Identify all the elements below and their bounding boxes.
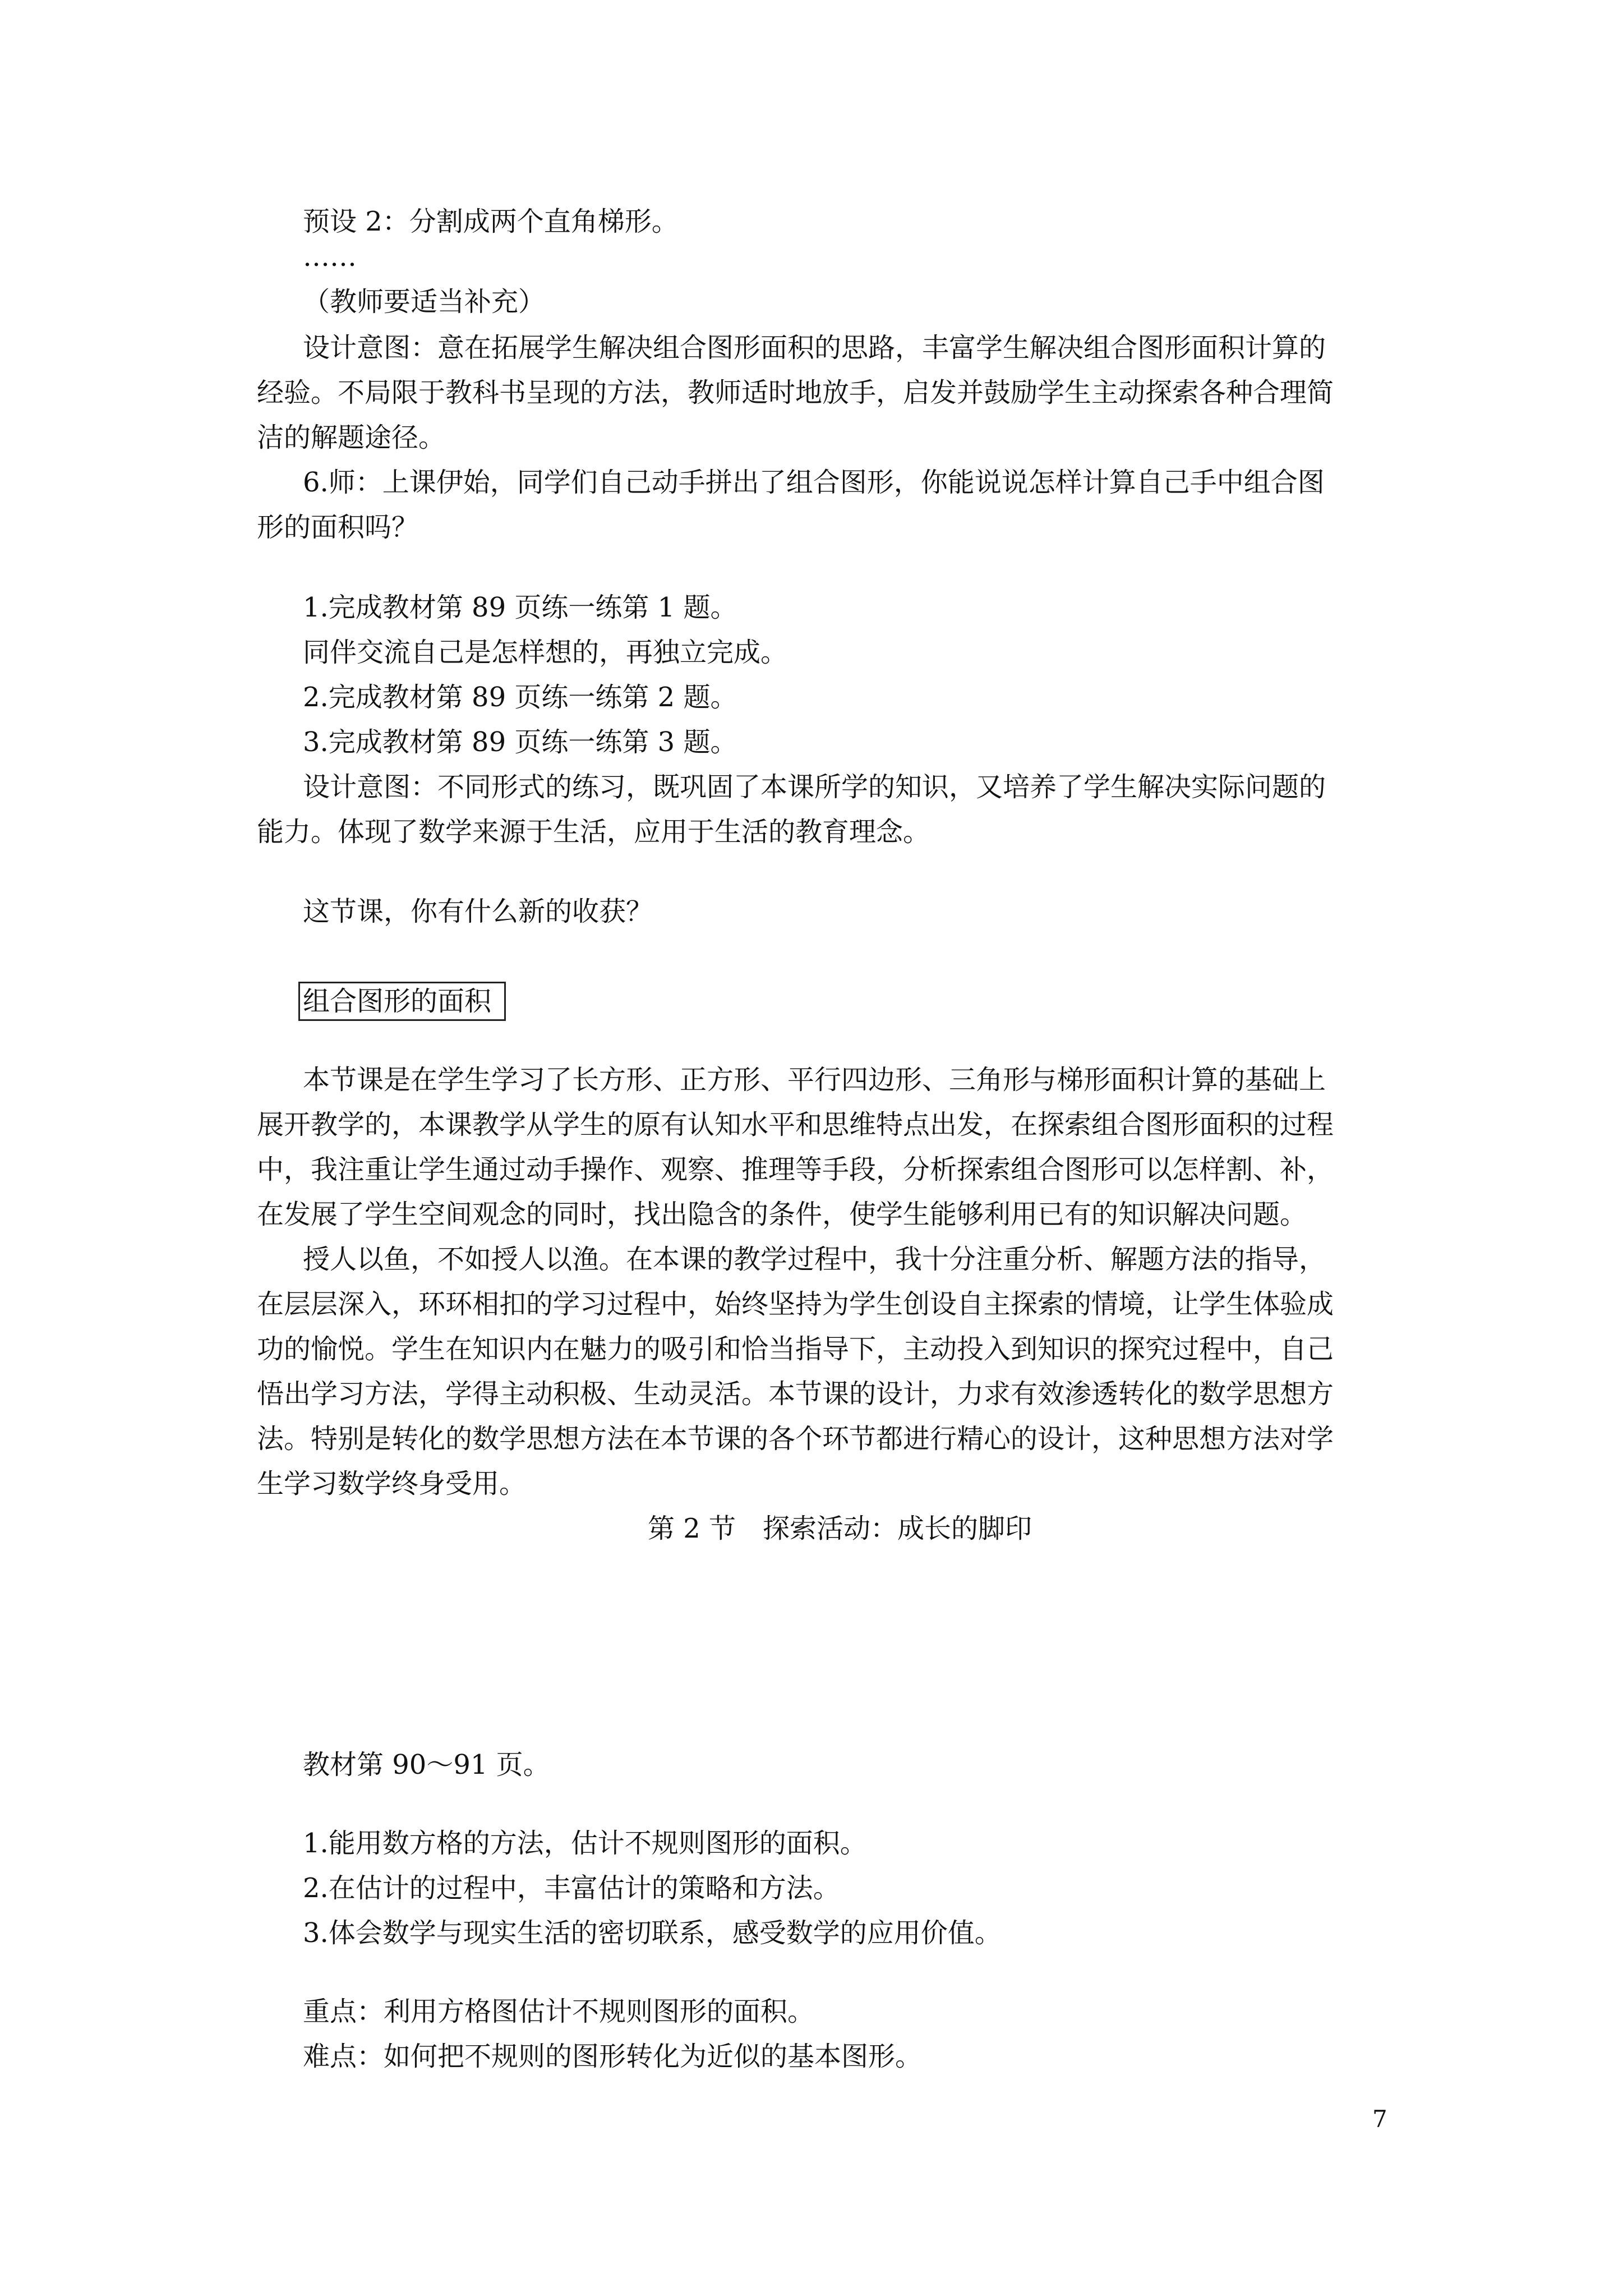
question-6-line-1: 6.师：上课伊始，同学们自己动手拼出了组合图形，你能说说怎样计算自己手中组合图 <box>303 467 1325 498</box>
reflection-2-line-5: 法。特别是转化的数学思想方法在本节课的各个环节都进行精心的设计，这种思想方法对学 <box>257 1423 1334 1455</box>
textbook-pages: 教材第 90～91 页。 <box>303 1749 550 1780</box>
reflection-1-line-1: 本节课是在学生学习了长方形、正方形、平行四边形、三角形与梯形面积计算的基础上 <box>303 1064 1326 1096</box>
reflection-2-line-4: 悟出学习方法，学得主动积极、生动灵活。本节课的设计，力求有效渗透转化的数学思想方 <box>257 1378 1334 1410</box>
reflection-1-line-4: 在发展了学生空间观念的同时，找出隐含的条件，使学生能够利用已有的知识解决问题。 <box>257 1199 1307 1230</box>
exercise-3: 3.完成教材第 89 页练一练第 3 题。 <box>303 726 737 758</box>
reflection-1-line-3: 中，我注重让学生通过动手操作、观察、推理等手段，分析探索组合图形可以怎样割、补， <box>257 1154 1334 1185</box>
exercise-2: 2.完成教材第 89 页练一练第 2 题。 <box>303 682 737 713</box>
exercise-1: 1.完成教材第 89 页练一练第 1 题。 <box>303 592 737 623</box>
exercise-1-note: 同伴交流自己是怎样想的，再独立完成。 <box>303 637 788 668</box>
page-number: 7 <box>1372 2105 1387 2133</box>
reflection-2-line-3: 功的愉悦。学生在知识内在魅力的吸引和恰当指导下，主动投入到知识的探究过程中，自己 <box>257 1333 1334 1365</box>
design-intent-2-line-1: 设计意图：不同形式的练习，既巩固了本课所学的知识，又培养了学生解决实际问题的 <box>303 771 1326 803</box>
section-title: 第 2 节 探索活动：成长的脚印 <box>648 1513 1032 1544</box>
harvest-question: 这节课，你有什么新的收获？ <box>303 896 653 927</box>
key-point: 重点：利用方格图估计不规则图形的面积。 <box>303 1996 815 2027</box>
reflection-2-line-1: 授人以鱼，不如授人以渔。在本课的教学过程中，我十分注重分析、解题方法的指导， <box>303 1244 1326 1275</box>
difficulty-point: 难点：如何把不规则的图形转化为近似的基本图形。 <box>303 2041 923 2072</box>
design-intent-1-line-3: 洁的解题途径。 <box>257 422 446 453</box>
ellipsis: …… <box>303 241 357 273</box>
reflection-2-line-6: 生学习数学终身受用。 <box>257 1468 527 1499</box>
goal-1: 1.能用数方格的方法，估计不规则图形的面积。 <box>303 1828 867 1859</box>
goal-3: 3.体会数学与现实生活的密切联系，感受数学的应用价值。 <box>303 1917 1002 1949</box>
preset-2: 预设 2：分割成两个直角梯形。 <box>303 206 679 237</box>
reflection-2-line-2: 在层层深入，环环相扣的学习过程中，始终坚持为学生创设自主探索的情境，让学生体验成 <box>257 1289 1334 1320</box>
question-6-line-2: 形的面积吗？ <box>257 512 419 543</box>
teacher-note: （教师要适当补充） <box>303 286 546 318</box>
design-intent-1-line-2: 经验。不局限于教科书呈现的方法，教师适时地放手，启发并鼓励学生主动探索各种合理简 <box>257 377 1334 408</box>
design-intent-1-line-1: 设计意图：意在拓展学生解决组合图形面积的思路，丰富学生解决组合图形面积计算的 <box>303 332 1326 364</box>
goal-2: 2.在估计的过程中，丰富估计的策略和方法。 <box>303 1872 840 1904</box>
reflection-1-line-2: 展开教学的，本课教学从学生的原有认知水平和思维特点出发，在探索组合图形面积的过程 <box>257 1109 1334 1140</box>
design-intent-2-line-2: 能力。体现了数学来源于生活，应用于生活的教育理念。 <box>257 816 930 848</box>
board-title: 组合图形的面积 <box>303 986 492 1017</box>
